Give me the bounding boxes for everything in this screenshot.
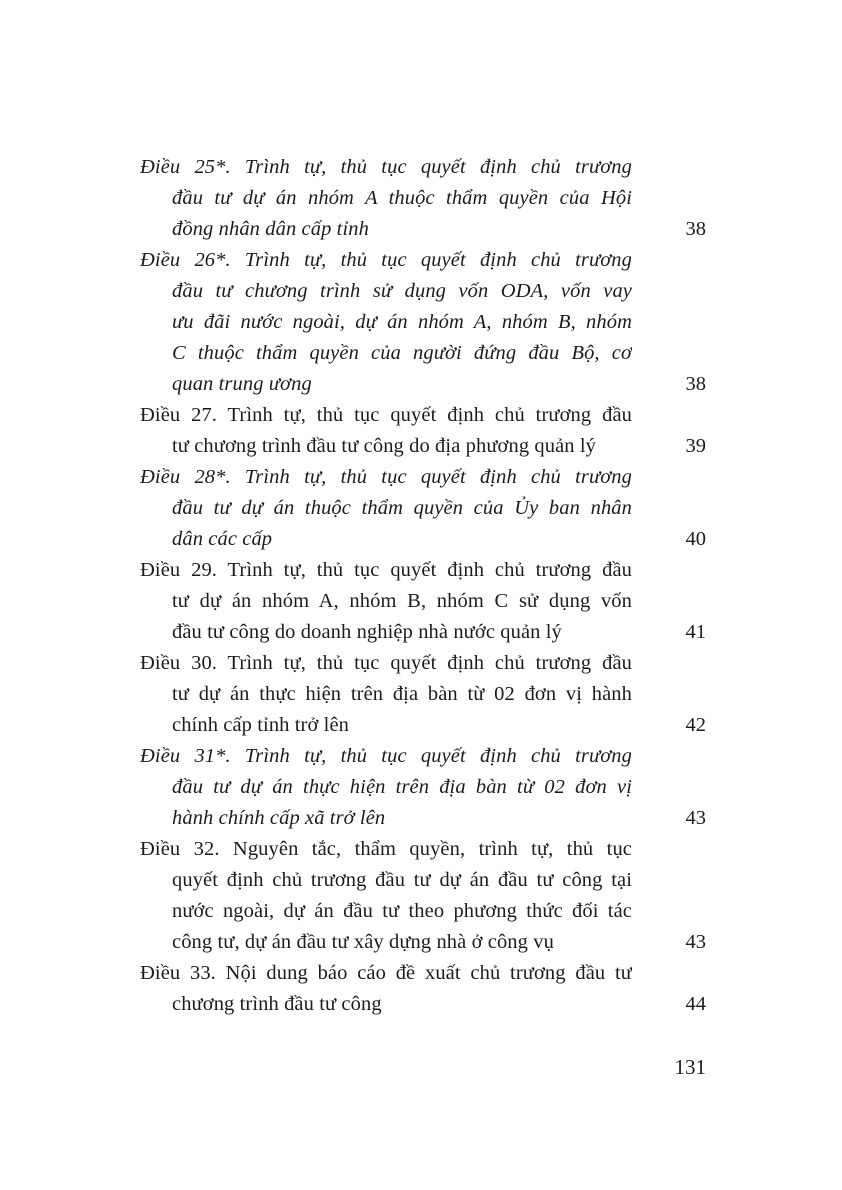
toc-entry-line: Điều 28*. Trình tự, thủ tục quyết định chủ trương — [140, 466, 632, 488]
toc-entry-page-number: 38 — [685, 373, 706, 395]
toc-entry — [140, 834, 706, 958]
toc-entry-line: dân các cấp — [172, 528, 273, 550]
page-number: 131 — [674, 1055, 706, 1079]
toc-entry-line: ưu đãi nước ngoài, dự án nhóm A, nhóm B, nhóm — [172, 311, 632, 333]
toc-entry — [140, 462, 706, 555]
toc-entry-line: đồng nhân dân cấp tỉnh — [172, 218, 369, 240]
toc-entry-text — [140, 648, 632, 741]
toc-entry-line: Điều 26*. Trình tự, thủ tục quyết định chủ trương — [140, 249, 632, 271]
toc-entry-text — [140, 462, 632, 555]
toc-entry-line: tư chương trình đầu tư công do địa phương quản lý — [172, 435, 597, 457]
toc-entry-line: đầu tư chương trình sử dụng vốn ODA, vốn vay — [172, 280, 632, 302]
toc-entry-line: Điều 31*. Trình tự, thủ tục quyết định chủ trương — [140, 745, 632, 767]
toc-entry-line: tư dự án nhóm A, nhóm B, nhóm C sử dụng vốn — [172, 590, 632, 612]
toc-entry-line: Điều 32. Nguyên tắc, thẩm quyền, trình tự, thủ tục — [140, 838, 632, 860]
toc-entry-page-number: 41 — [685, 621, 706, 643]
toc-entry-line: đầu tư dự án thực hiện trên địa bàn từ 02 đơn vị — [172, 776, 632, 798]
toc-entry-line: chính cấp tỉnh trở lên — [172, 714, 349, 736]
toc-entry-text — [140, 834, 632, 958]
toc-entry-text — [140, 741, 632, 834]
toc-entry-line: nước ngoài, dự án đầu tư theo phương thức đối tác — [172, 900, 632, 922]
toc-entry — [140, 555, 706, 648]
toc-entry-line: chương trình đầu tư công — [172, 993, 382, 1015]
toc-entry-line: Điều 25*. Trình tự, thủ tục quyết định chủ trương — [140, 156, 632, 178]
toc-entry-line: công tư, dự án đầu tư xây dựng nhà ở công vụ — [172, 931, 554, 953]
toc-entry-line: quyết định chủ trương đầu tư dự án đầu tư công tại — [172, 869, 632, 891]
toc-entry-text — [140, 245, 632, 400]
toc-entry-text — [140, 152, 632, 245]
toc-entry — [140, 741, 706, 834]
toc-entry — [140, 152, 706, 245]
toc-entry — [140, 648, 706, 741]
toc-entry — [140, 400, 706, 462]
toc-entry-text — [140, 400, 632, 462]
toc-entry-line: đầu tư dự án nhóm A thuộc thẩm quyền của Hội — [172, 187, 632, 209]
toc-entry-page-number: 38 — [685, 218, 706, 240]
toc-entry-text — [140, 555, 632, 648]
toc-entry-line: hành chính cấp xã trở lên — [172, 807, 386, 829]
toc-entry-line: C thuộc thẩm quyền của người đứng đầu Bộ, cơ — [172, 342, 632, 364]
toc-entry-line: đầu tư công do doanh nghiệp nhà nước quản lý — [172, 621, 562, 643]
toc-entry — [140, 958, 706, 1020]
toc-entry-page-number: 43 — [685, 807, 706, 829]
toc-entry-line: Điều 33. Nội dung báo cáo đề xuất chủ trương đầu tư — [140, 962, 632, 984]
toc-entry-page-number: 44 — [685, 993, 706, 1015]
toc-entry-page-number: 43 — [685, 931, 706, 953]
toc-entry-line: Điều 30. Trình tự, thủ tục quyết định chủ trương đầu — [140, 652, 632, 674]
toc-entry-page-number: 42 — [685, 714, 706, 736]
table-of-contents — [140, 152, 706, 1020]
toc-entry-text — [140, 958, 632, 1020]
toc-entry-line: Điều 29. Trình tự, thủ tục quyết định chủ trương đầu — [140, 559, 632, 581]
toc-entry — [140, 245, 706, 400]
toc-entry-line: quan trung ương — [172, 373, 312, 395]
toc-entry-page-number: 40 — [685, 528, 706, 550]
toc-entry-line: tư dự án thực hiện trên địa bàn từ 02 đơn vị hành — [172, 683, 632, 705]
toc-entry-line: Điều 27. Trình tự, thủ tục quyết định chủ trương đầu — [140, 404, 632, 426]
toc-entry-page-number: 39 — [685, 435, 706, 457]
toc-entry-line: đầu tư dự án thuộc thẩm quyền của Ủy ban nhân — [172, 497, 632, 519]
